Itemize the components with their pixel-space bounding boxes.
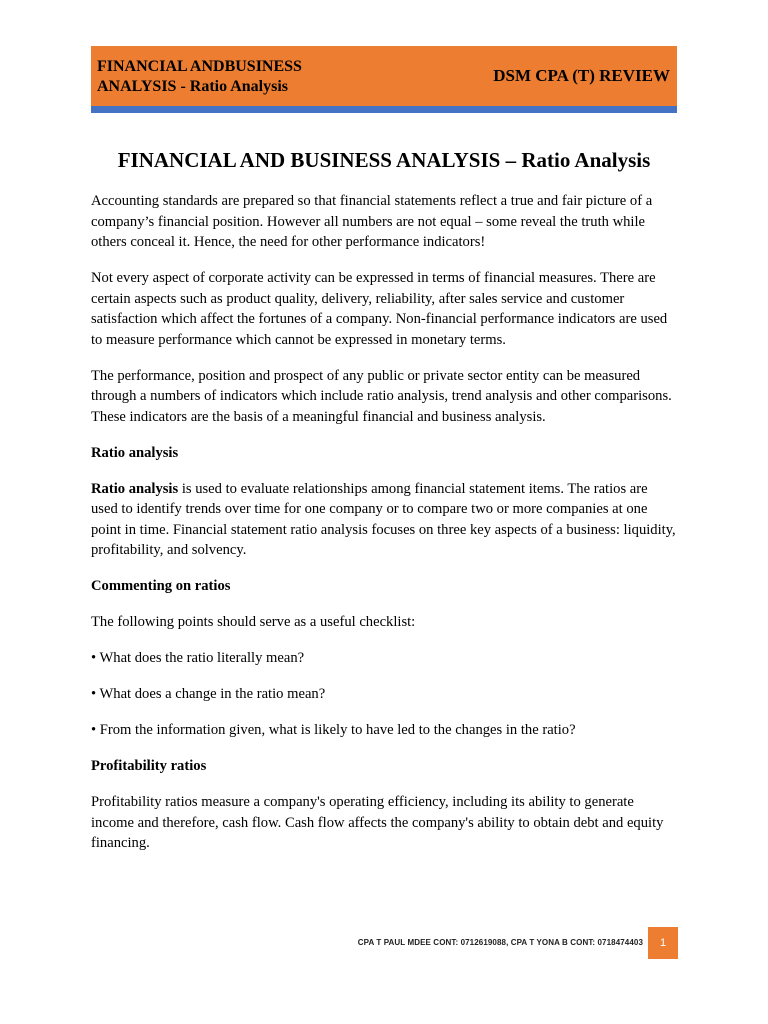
paragraph: Not every aspect of corporate activity can be expressed in terms of financial measures. There are certain aspects such as product quality, delivery, reliability, after sales service and customer satisfaction which affect the fortunes of a company. Non-financial performance indicators are used to measure performance which cannot be expressed in monetary terms. xyxy=(91,270,668,348)
bold-term: Ratio analysis xyxy=(91,480,179,497)
header-right-title: DSM CPA (T) REVIEW xyxy=(493,66,670,85)
document-title: FINANCIAL AND BUSINESS ANALYSIS – Ratio Analysis xyxy=(117,148,651,172)
header-accent-bar xyxy=(91,106,677,113)
bullet-item: • What does the ratio literally mean? xyxy=(91,650,305,666)
section-heading: Ratio analysis xyxy=(91,444,179,461)
section-heading: Profitability ratios xyxy=(91,758,207,774)
page-header xyxy=(91,46,677,108)
paragraph: The following points should serve as a useful checklist: xyxy=(91,614,416,630)
document-body xyxy=(91,191,677,869)
footer-contacts: CPA T PAUL MDEE CONT: 0712619088, CPA T YONA B CONT: 0718474403 xyxy=(357,938,643,947)
header-left-title xyxy=(97,57,302,97)
paragraph: The performance, position and prospect of any public or private sector entity can be measured through a numbers of indicators which include ratio analysis, trend analysis and other comparisons. These indicators are the basis of a meaningful financial and business analysis. xyxy=(91,367,672,425)
section-heading: Commenting on ratios xyxy=(91,578,231,594)
header-left-line1: FINANCIAL ANDBUSINESS xyxy=(97,58,302,75)
header-left-line2: ANALYSIS - Ratio Analysis xyxy=(97,78,289,95)
paragraph-text: is used to evaluate relationships among financial statement items. The ratios are used to identify trends over time for one company or to compare two or more companies at one point in time. Financial statement ratio analysis focuses on three key aspects of a business: liquidity, profitability, and solvency. xyxy=(91,480,676,558)
paragraph: Profitability ratios measure a company's operating efficiency, including its ability to generate income and therefore, cash flow. Cash flow affects the company's ability to obtain debt and equity financing. xyxy=(91,794,664,851)
bullet-item: • From the information given, what is likely to have led to the changes in the ratio? xyxy=(91,722,576,738)
page-number: 1 xyxy=(648,927,678,959)
bullet-item: • What does a change in the ratio mean? xyxy=(91,686,326,702)
paragraph xyxy=(91,479,677,561)
paragraph: Accounting standards are prepared so that financial statements reflect a true and fair picture of a company’s financial position. However all numbers are not equal – some reveal the truth while others conceal it. Hence, the need for other performance indicators! xyxy=(91,193,653,250)
